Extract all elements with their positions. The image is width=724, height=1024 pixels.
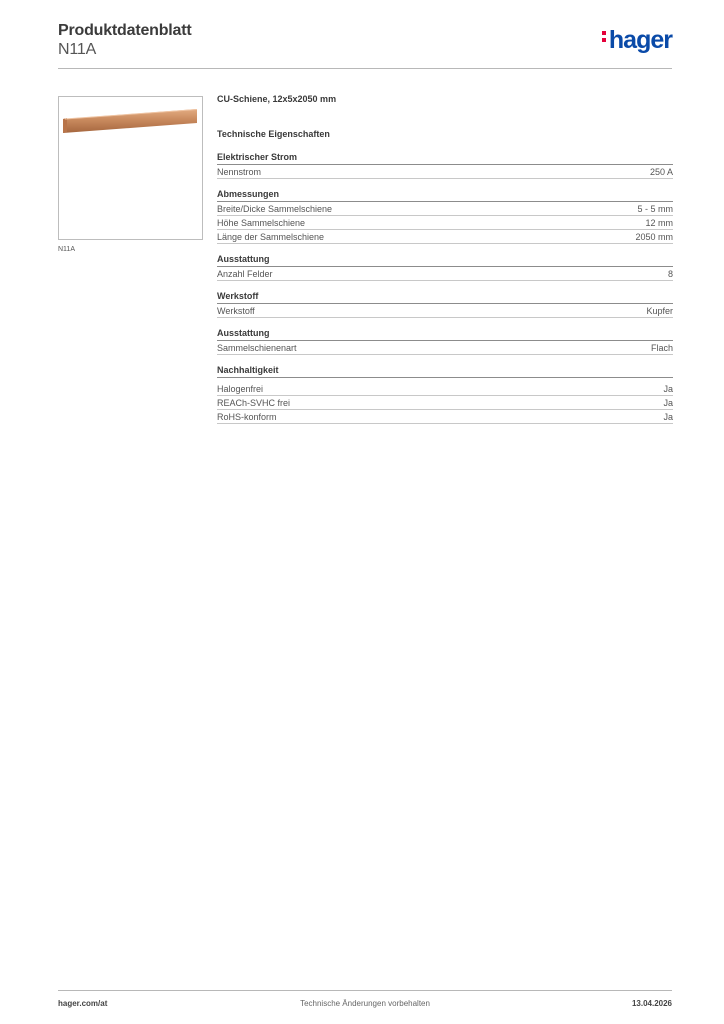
section-title: Ausstattung	[217, 254, 673, 267]
logo-dots-icon	[602, 28, 606, 45]
logo-text: hager	[608, 26, 672, 54]
property-value: Flach	[650, 343, 673, 353]
product-details	[217, 94, 673, 434]
property-value: 250 A	[649, 167, 673, 177]
property-label: Nennstrom	[217, 167, 262, 177]
property-row	[217, 216, 673, 230]
property-value: 2050 mm	[635, 232, 673, 242]
property-label: Sammelschienenart	[217, 343, 297, 353]
property-label: REACh-SVHC frei	[217, 398, 291, 408]
property-row	[217, 341, 673, 355]
section-material	[217, 291, 673, 318]
property-value: 12 mm	[645, 218, 673, 228]
header-divider	[58, 68, 672, 69]
section-sustainability	[217, 365, 673, 424]
section-equipment-2	[217, 328, 673, 355]
image-caption: N11A	[58, 246, 75, 253]
section-equipment	[217, 254, 673, 281]
property-value: Kupfer	[646, 306, 673, 316]
property-value: Ja	[663, 398, 673, 408]
property-row	[217, 202, 673, 216]
tech-properties-heading: Technische Eigenschaften	[217, 129, 330, 139]
footer-divider	[58, 990, 672, 991]
section-dimensions	[217, 189, 673, 244]
property-value: Ja	[663, 412, 673, 422]
copper-busbar-illustration	[59, 97, 202, 239]
property-row	[217, 410, 673, 424]
property-label: Halogenfrei	[217, 384, 264, 394]
section-title: Werkstoff	[217, 291, 673, 304]
property-value: Ja	[663, 384, 673, 394]
property-label: Länge der Sammelschiene	[217, 232, 325, 242]
footer-date: 13.04.2026	[631, 999, 672, 1008]
property-label: Anzahl Felder	[217, 269, 273, 279]
property-label: Breite/Dicke Sammelschiene	[217, 204, 333, 214]
property-row	[217, 267, 673, 281]
website-link[interactable]: hager.com/at	[58, 999, 108, 1008]
property-label: RoHS-konform	[217, 412, 277, 422]
section-title: Abmessungen	[217, 189, 673, 202]
section-title: Elektrischer Strom	[217, 152, 673, 165]
property-value: 5 - 5 mm	[637, 204, 673, 214]
property-row	[217, 304, 673, 318]
section-title: Ausstattung	[217, 328, 673, 341]
property-row	[217, 382, 673, 396]
section-title: Nachhaltigkeit	[217, 365, 673, 378]
property-row	[217, 165, 673, 179]
property-value: 8	[667, 269, 673, 279]
property-label: Höhe Sammelschiene	[217, 218, 306, 228]
product-code: N11A	[58, 41, 97, 58]
page-title: Produktdatenblatt	[58, 22, 192, 39]
property-row	[217, 230, 673, 244]
section-electric-current	[217, 152, 673, 179]
hager-logo	[602, 26, 672, 55]
product-name: CU-Schiene, 12x5x2050 mm	[217, 94, 337, 104]
footer-note: Technische Änderungen vorbehalten	[300, 999, 430, 1008]
page-header	[58, 22, 672, 68]
property-row	[217, 396, 673, 410]
property-label: Werkstoff	[217, 306, 255, 316]
product-image	[58, 96, 203, 240]
